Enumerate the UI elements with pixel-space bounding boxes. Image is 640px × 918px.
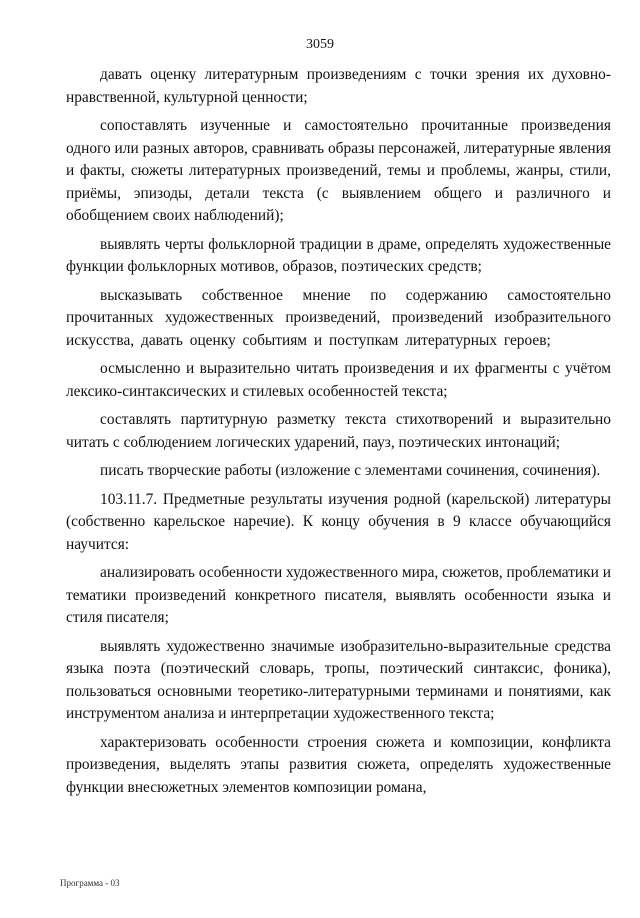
footer-label: Программа - 03: [60, 878, 120, 888]
paragraph-4: высказывать собственное мнение по содержанию самостоятельно прочитанных художественных произведений, произведений изобразительного искусства, давать оценку событиям и поступкам литературных героев;: [66, 286, 611, 349]
paragraph-10: выявлять художественно значимые изобразительно-выразительные средства языка поэта (поэтический словарь, тропы, поэтический синтаксис, фоника), пользоваться основными теоретико-литературными терминами и понятиями, как инструментом анализа и интерпретации художественного текста;: [66, 637, 611, 722]
paragraph-5: осмысленно и выразительно читать произведения и их фрагменты с учётом лексико-синтаксических и стилевых особенностей текста;: [66, 360, 611, 400]
paragraph-6: составлять партитурную разметку текста стихотворений и выразительно читать с соблюдением логических ударений, пауз, поэтических интонаций;: [66, 411, 611, 451]
paragraph-2: сопоставлять изученные и самостоятельно прочитанные произведения одного или разных авторов, сравнивать образы персонажей, литературные явления и факты, сюжеты литературных произведений, темы и проблемы, жанры, стили, приёмы, эпизоды, детали текста (с выявлением общего и различного и обобщением своих наблюдений);: [66, 117, 611, 224]
paragraph-7: писать творческие работы (изложение с элементами сочинения, сочинения).: [100, 462, 601, 479]
page-number: 3059: [306, 37, 334, 52]
paragraph-11: характеризовать особенности строения сюжета и композиции, конфликта произведения, выделять этапы развития сюжета, определять художественные функции внесюжетных элементов композиции романа,: [66, 733, 611, 796]
paragraph-3: выявлять черты фольклорной традиции в драме, определять художественные функции фольклорных мотивов, образов, поэтических средств;: [66, 235, 611, 275]
document-body: [66, 64, 611, 805]
paragraph-9: анализировать особенности художественного мира, сюжетов, проблематики и тематики произведений конкретного писателя, выявлять особенности языка и стиля писателя;: [66, 564, 611, 626]
paragraph-1: давать оценку литературным произведениям с точки зрения их духовно-нравственной, культурной ценности;: [66, 66, 611, 106]
paragraph-8: 103.11.7. Предметные результаты изучения родной (карельской) литературы (собственно карельское наречие). К концу обучения в 9 классе обучающийся научится:: [66, 490, 611, 553]
